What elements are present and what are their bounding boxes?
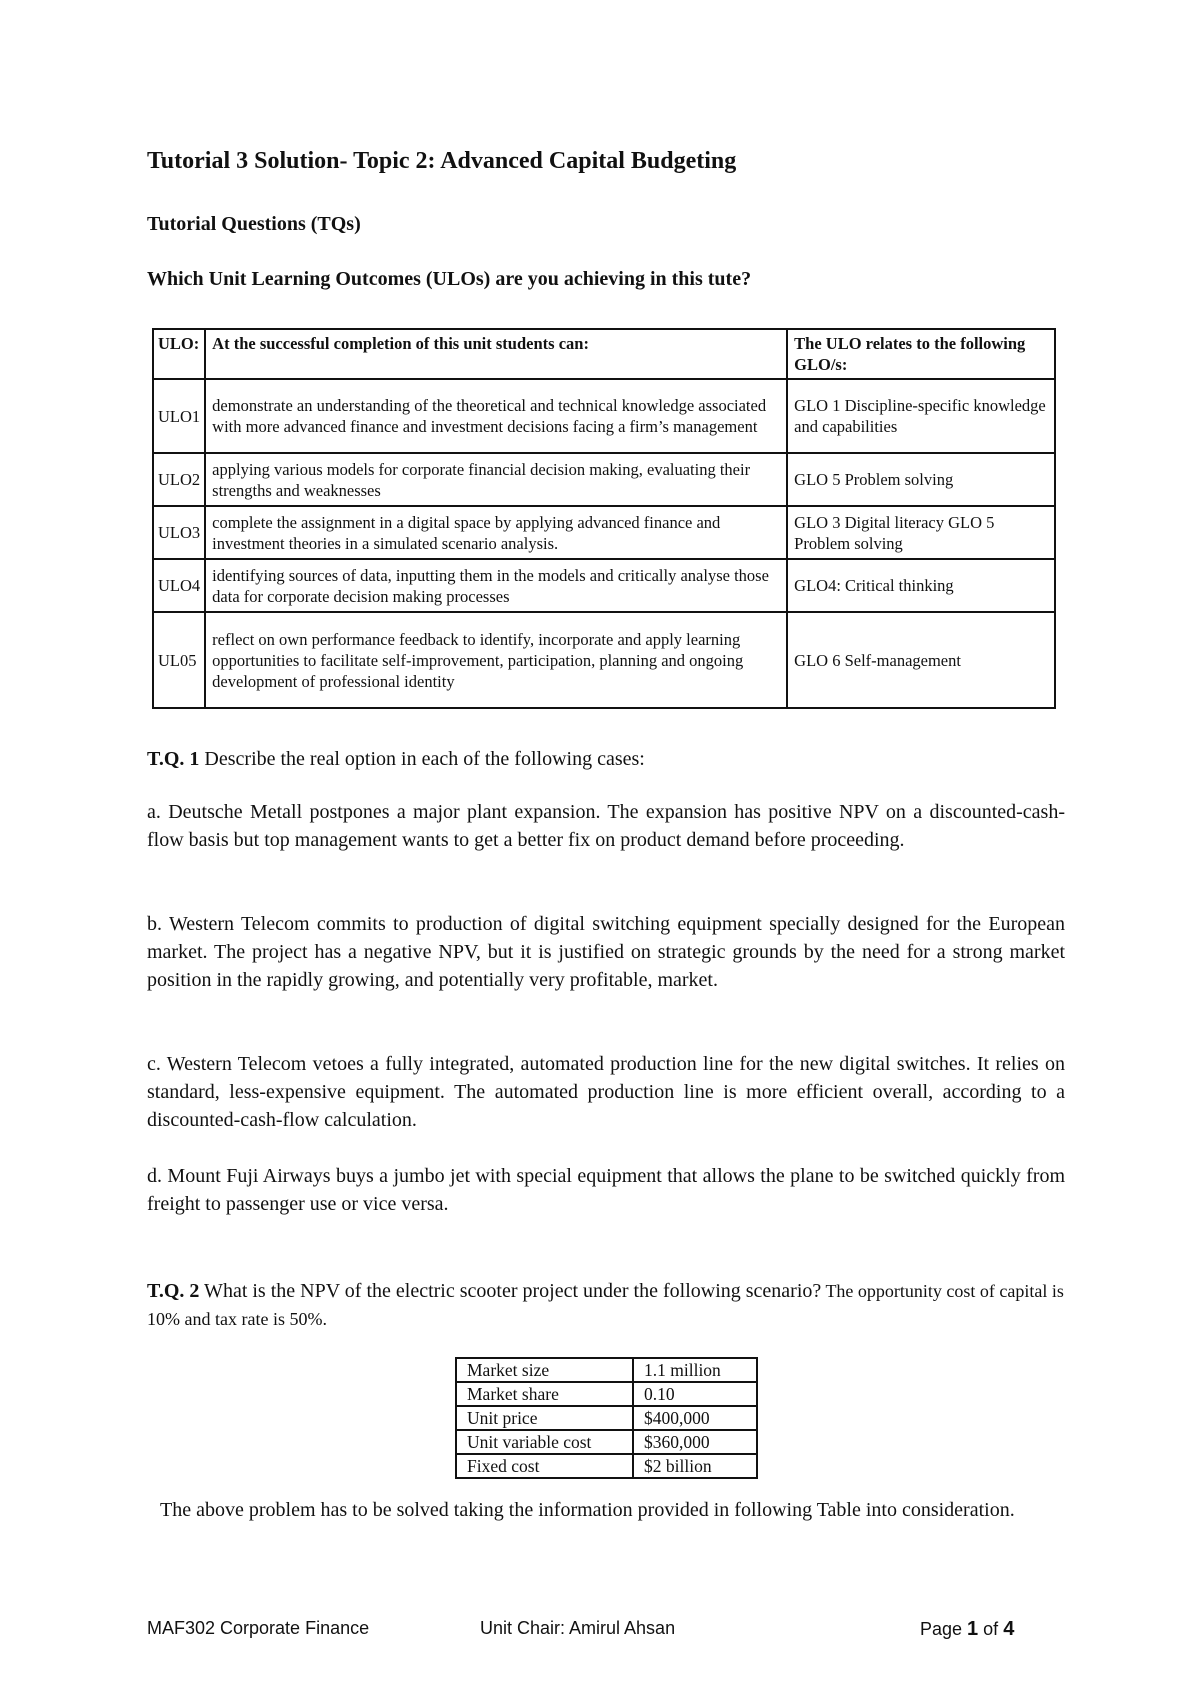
footer-course: MAF302 Corporate Finance [147,1618,370,1638]
table-row [153,506,1055,559]
ulo-glo: GLO 1 Discipline-specific knowledge and capabilities [787,379,1055,453]
ulo-table [152,328,1056,709]
ulo-desc: reflect on own performance feedback to identify, incorporate and apply learning opportunities to facilitate self-improvement, participation, planning and ongoing development of professional identity [205,612,787,708]
document-title: Tutorial 3 Solution- Topic 2: Advanced Capital Budgeting [147,148,737,174]
tq1-label: T.Q. 1 [147,748,200,770]
scenario-value: 1.1 million [633,1358,757,1382]
tq2-note: The above problem has to be solved taking the information provided in following Table into consideration. [160,1499,1015,1521]
ulo-desc: demonstrate an understanding of the theoretical and technical knowledge associated with more advanced finance and investment decisions facing a firm’s management [205,379,787,453]
footer-chair: Unit Chair: Amirul Ahsan [480,1618,676,1638]
ulo-code: ULO3 [153,506,205,559]
scenario-key: Unit variable cost [456,1430,633,1454]
ulo-header-glo: The ULO relates to the following GLO/s: [787,329,1055,379]
tq1-case-d: d. Mount Fuji Airways buys a jumbo jet with special equipment that allows the plane to be switched quickly from freight to passenger use or vice versa. [147,1165,1065,1215]
ulo-header-code: ULO: [153,329,205,379]
tq1-case-a: a. Deutsche Metall postpones a major plant expansion. The expansion has positive NPV on a discounted-cash-flow basis but top management wants to get a better fix on product demand before proceeding. [147,801,1065,851]
tq1-prompt: Describe the real option in each of the following cases: [199,748,645,770]
scenario-value: $400,000 [633,1406,757,1430]
footer-page [920,1618,1014,1641]
tq1-case-c: c. Western Telecom vetoes a fully integrated, automated production line for the new digital switches. It relies on standard, less-expensive equipment. The automated production line is more efficient overall, according to a discounted-cash-flow calculation. [147,1053,1065,1131]
footer-page-num: 1 [967,1618,979,1640]
ulo-glo: GLO 6 Self-management [787,612,1055,708]
table-row [153,612,1055,708]
ulo-desc: identifying sources of data, inputting them in the models and critically analyse those data for corporate decision making processes [205,559,787,612]
scenario-value: 0.10 [633,1382,757,1406]
tq2-label: T.Q. 2 [147,1280,200,1302]
table-row [456,1358,757,1382]
table-row [456,1406,757,1430]
scenario-key: Unit price [456,1406,633,1430]
ulo-code: ULO4 [153,559,205,612]
scenario-key: Market share [456,1382,633,1406]
ulo-code: ULO1 [153,379,205,453]
ulo-table-header [153,329,1055,379]
table-row [153,559,1055,612]
table-row [456,1430,757,1454]
ulo-code: UL05 [153,612,205,708]
tq2-prompt-small: The opportunity cost of capital is 10% and tax rate is 50%. [147,1281,1064,1329]
ulo-desc: complete the assignment in a digital space by applying advanced finance and investment theories in a simulated scenario analysis. [205,506,787,559]
scenario-key: Fixed cost [456,1454,633,1478]
ulo-header-desc: At the successful completion of this unit students can: [205,329,787,379]
ulo-question: Which Unit Learning Outcomes (ULOs) are you achieving in this tute? [147,268,752,290]
tq2-heading [147,1277,1065,1333]
footer-of-word: of [978,1619,1004,1639]
scenario-value: $360,000 [633,1430,757,1454]
table-row [456,1454,757,1478]
table-row [153,379,1055,453]
ulo-desc: applying various models for corporate financial decision making, evaluating their strengths and weaknesses [205,453,787,506]
table-row [153,453,1055,506]
tq2-prompt: What is the NPV of the electric scooter project under the following scenario? [199,1280,822,1302]
scenario-value: $2 billion [633,1454,757,1478]
ulo-glo: GLO 3 Digital literacy GLO 5 Problem solving [787,506,1055,559]
footer-page-total: 4 [1003,1618,1015,1640]
tq1-heading [147,745,1065,773]
section-subtitle: Tutorial Questions (TQs) [147,213,361,235]
ulo-code: ULO2 [153,453,205,506]
table-row [456,1382,757,1406]
tq1-case-b: b. Western Telecom commits to production of digital switching equipment specially designed for the European market. The project has a negative NPV, but it is justified on strategic grounds by the need for a strong market position in the rapidly growing, and potentially very profitable, market. [147,913,1065,991]
scenario-table [455,1357,758,1479]
footer-page-word: Page [920,1619,968,1639]
ulo-glo: GLO4: Critical thinking [787,559,1055,612]
scenario-key: Market size [456,1358,633,1382]
ulo-glo: GLO 5 Problem solving [787,453,1055,506]
